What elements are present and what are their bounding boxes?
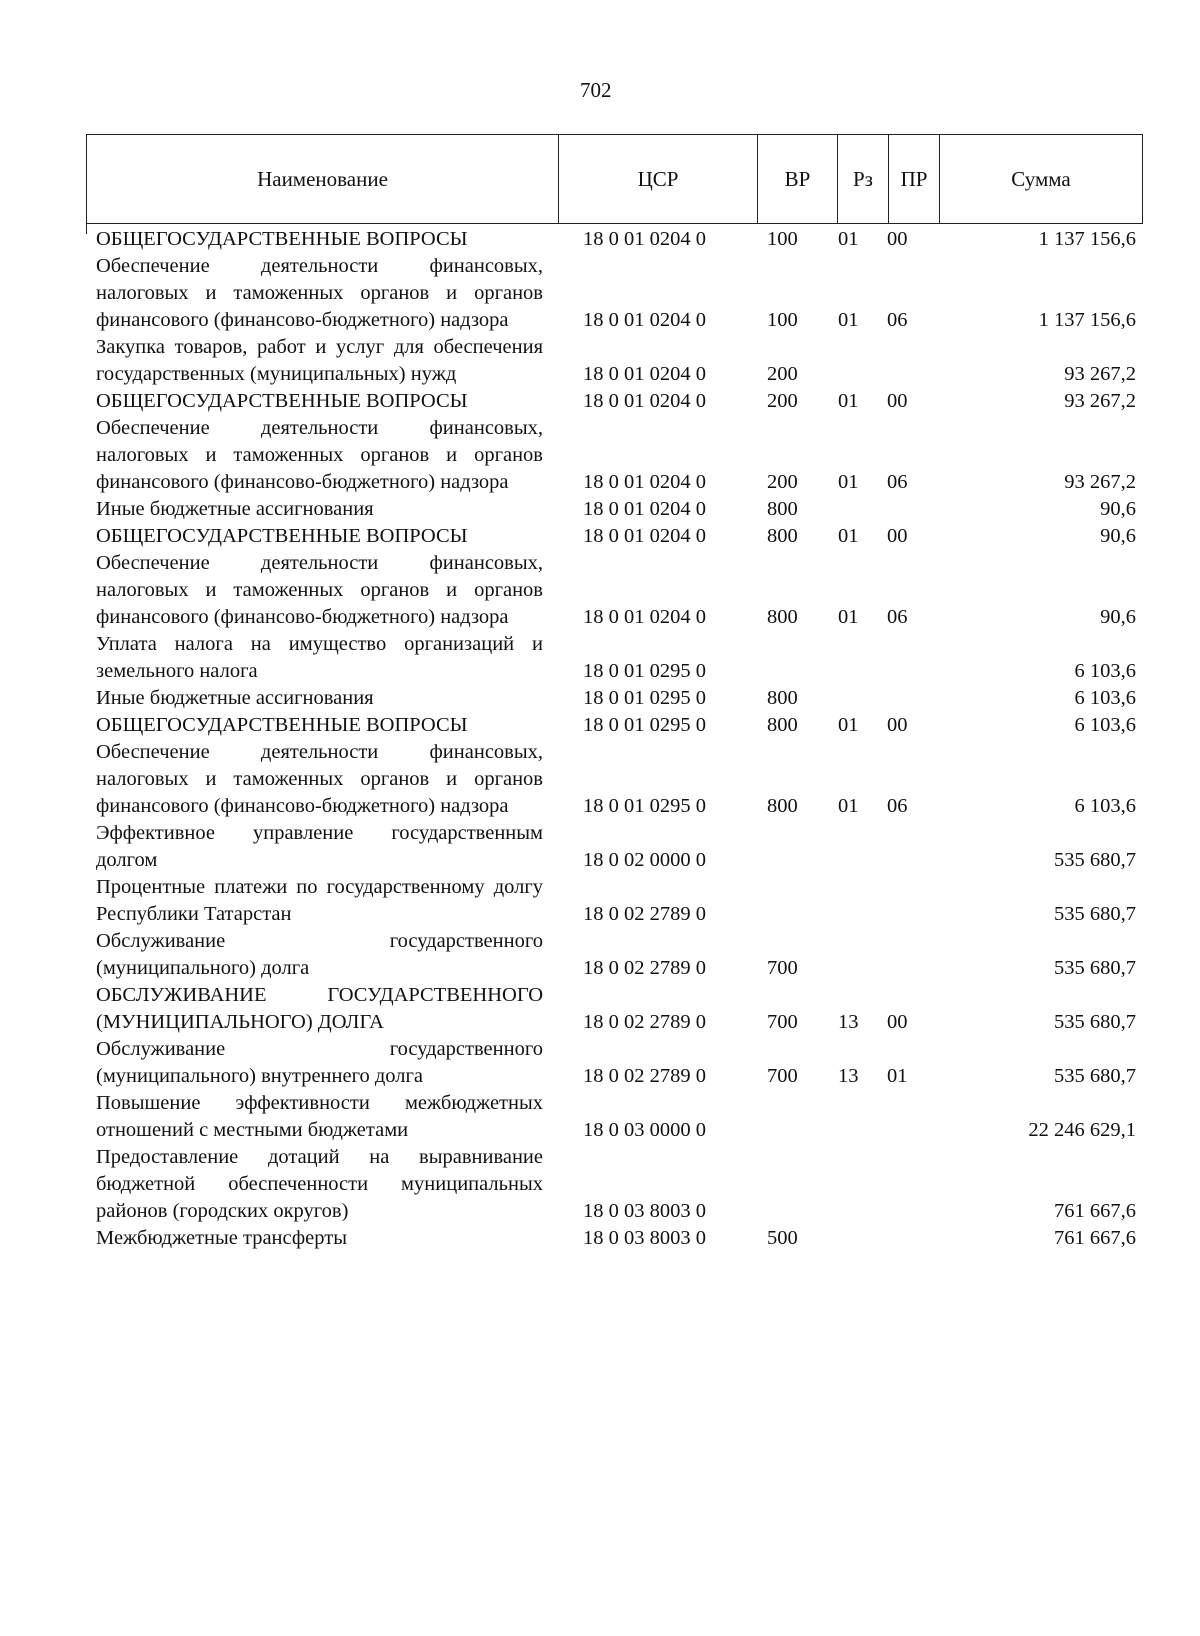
row-name: Обеспечение деятельности финансовых, налоговых и таможенных органов и органов финансового (финансово-бюджетного) надзора: [96, 255, 543, 331]
row-vr: 100: [767, 228, 798, 250]
row-pr: 06: [887, 606, 908, 628]
table-row: [96, 253, 1136, 334]
row-pr: 00: [887, 228, 908, 250]
row-csr: 18 0 01 0295 0: [583, 687, 706, 709]
row-csr: 18 0 02 2789 0: [583, 1065, 706, 1087]
row-vr: 700: [767, 1065, 798, 1087]
row-name: Обеспечение деятельности финансовых, налоговых и таможенных органов и органов финансового (финансово-бюджетного) надзора: [96, 741, 543, 817]
row-pr: 00: [887, 390, 908, 412]
row-sum: 535 680,7: [1054, 1011, 1136, 1033]
row-csr: 18 0 01 0204 0: [583, 498, 706, 520]
row-rz: 01: [838, 471, 859, 493]
table-body: [96, 226, 1136, 1252]
row-sum: 93 267,2: [1064, 390, 1136, 412]
row-name: ОБЩЕГОСУДАРСТВЕННЫЕ ВОПРОСЫ: [96, 714, 468, 736]
row-rz: 01: [838, 228, 859, 250]
row-sum: 535 680,7: [1054, 903, 1136, 925]
row-csr: 18 0 01 0295 0: [583, 660, 706, 682]
row-sum: 90,6: [1100, 606, 1136, 628]
row-csr: 18 0 03 8003 0: [583, 1227, 706, 1249]
header-vr: ВР: [758, 135, 838, 223]
row-csr: 18 0 01 0295 0: [583, 714, 706, 736]
table-row: [96, 1090, 1136, 1144]
page-number: 702: [580, 78, 612, 102]
row-pr: 06: [887, 309, 908, 331]
table-header: [86, 134, 1143, 224]
row-csr: 18 0 02 0000 0: [583, 849, 706, 871]
row-pr: 06: [887, 471, 908, 493]
row-rz: 13: [838, 1065, 859, 1087]
row-sum: 90,6: [1100, 498, 1136, 520]
row-vr: 800: [767, 714, 798, 736]
row-csr: 18 0 02 2789 0: [583, 1011, 706, 1033]
row-name: ОБЩЕГОСУДАРСТВЕННЫЕ ВОПРОСЫ: [96, 390, 468, 412]
row-rz: 01: [838, 390, 859, 412]
table-row: [96, 226, 1136, 253]
row-name: Иные бюджетные ассигнования: [96, 498, 374, 520]
row-name: Обеспечение деятельности финансовых, налоговых и таможенных органов и органов финансового (финансово-бюджетного) надзора: [96, 417, 543, 493]
row-name: Эффективное управление государственным долгом: [96, 822, 543, 871]
row-name: Закупка товаров, работ и услуг для обеспечения государственных (муниципальных) нужд: [96, 336, 543, 385]
row-sum: 90,6: [1100, 525, 1136, 547]
row-csr: 18 0 01 0204 0: [583, 390, 706, 412]
row-sum: 22 246 629,1: [1028, 1119, 1136, 1141]
table-row: [96, 496, 1136, 523]
row-rz: 01: [838, 714, 859, 736]
row-csr: 18 0 01 0204 0: [583, 525, 706, 547]
header-sum: Сумма: [1011, 166, 1071, 191]
row-name: ОБЩЕГОСУДАРСТВЕННЫЕ ВОПРОСЫ: [96, 228, 468, 250]
row-rz: 01: [838, 309, 859, 331]
table-row: [96, 685, 1136, 712]
row-pr: 00: [887, 1011, 908, 1033]
row-name: Предоставление дотаций на выравнивание бюджетной обеспеченности муниципальных районов (городских округов): [96, 1146, 543, 1222]
row-name: Уплата налога на имущество организаций и земельного налога: [96, 633, 543, 682]
row-rz: 01: [838, 795, 859, 817]
row-vr: 500: [767, 1227, 798, 1249]
table-row: [96, 388, 1136, 415]
table-row: [96, 631, 1136, 685]
row-vr: 800: [767, 687, 798, 709]
table-row: [96, 1036, 1136, 1090]
row-pr: 06: [887, 795, 908, 817]
row-pr: 00: [887, 714, 908, 736]
row-name: Обеспечение деятельности финансовых, налоговых и таможенных органов и органов финансового (финансово-бюджетного) надзора: [96, 552, 543, 628]
row-sum: 535 680,7: [1054, 957, 1136, 979]
row-sum: 1 137 156,6: [1038, 228, 1136, 250]
table-row: [96, 415, 1136, 496]
row-name: ОБЩЕГОСУДАРСТВЕННЫЕ ВОПРОСЫ: [96, 525, 468, 547]
row-vr: 200: [767, 390, 798, 412]
row-sum: 6 103,6: [1074, 795, 1136, 817]
table-row: [96, 874, 1136, 928]
row-csr: 18 0 01 0204 0: [583, 363, 706, 385]
row-rz: 01: [838, 525, 859, 547]
row-sum: 6 103,6: [1074, 687, 1136, 709]
row-name: Иные бюджетные ассигнования: [96, 687, 374, 709]
table-row: [96, 334, 1136, 388]
header-csr: ЦСР: [559, 135, 758, 223]
table-row: [96, 820, 1136, 874]
row-vr: 800: [767, 525, 798, 547]
row-vr: 100: [767, 309, 798, 331]
row-csr: 18 0 02 2789 0: [583, 903, 706, 925]
header-rz: Рз: [838, 135, 889, 223]
row-name: Процентные платежи по государственному долгу Республики Татарстан: [96, 876, 543, 925]
row-sum: 761 667,6: [1054, 1227, 1136, 1249]
row-csr: 18 0 02 2789 0: [583, 957, 706, 979]
row-csr: 18 0 01 0204 0: [583, 309, 706, 331]
row-sum: 93 267,2: [1064, 363, 1136, 385]
row-csr: 18 0 01 0204 0: [583, 606, 706, 628]
table-row: [96, 739, 1136, 820]
row-pr: 01: [887, 1065, 908, 1087]
header-pr: ПР: [889, 135, 940, 223]
row-sum: 6 103,6: [1074, 660, 1136, 682]
row-csr: 18 0 01 0295 0: [583, 795, 706, 817]
table-row: [96, 1225, 1136, 1252]
row-sum: 535 680,7: [1054, 1065, 1136, 1087]
row-sum: 1 137 156,6: [1038, 309, 1136, 331]
row-sum: 6 103,6: [1074, 714, 1136, 736]
row-name: Обслуживание государственного (муниципального) долга: [96, 930, 543, 979]
row-vr: 700: [767, 1011, 798, 1033]
table-row: [96, 550, 1136, 631]
table-row: [96, 712, 1136, 739]
table-row: [96, 928, 1136, 982]
table-row: [96, 1144, 1136, 1225]
row-csr: 18 0 01 0204 0: [583, 228, 706, 250]
row-vr: 800: [767, 795, 798, 817]
row-sum: 93 267,2: [1064, 471, 1136, 493]
row-csr: 18 0 03 8003 0: [583, 1200, 706, 1222]
row-sum: 761 667,6: [1054, 1200, 1136, 1222]
row-sum: 535 680,7: [1054, 849, 1136, 871]
row-rz: 13: [838, 1011, 859, 1033]
table-row: [96, 523, 1136, 550]
row-rz: 01: [838, 606, 859, 628]
header-name: Наименование: [87, 135, 559, 223]
row-csr: 18 0 03 0000 0: [583, 1119, 706, 1141]
row-csr: 18 0 01 0204 0: [583, 471, 706, 493]
row-name: Межбюджетные трансферты: [96, 1227, 347, 1249]
row-vr: 200: [767, 471, 798, 493]
row-name: ОБСЛУЖИВАНИЕ ГОСУДАРСТВЕННОГО (МУНИЦИПАЛЬНОГО) ДОЛГА: [96, 984, 543, 1033]
row-vr: 800: [767, 606, 798, 628]
table-left-border: [86, 222, 87, 234]
row-vr: 800: [767, 498, 798, 520]
row-pr: 00: [887, 525, 908, 547]
row-name: Обслуживание государственного (муниципального) внутреннего долга: [96, 1038, 543, 1087]
table-row: [96, 982, 1136, 1036]
row-vr: 200: [767, 363, 798, 385]
row-vr: 700: [767, 957, 798, 979]
row-name: Повышение эффективности межбюджетных отношений с местными бюджетами: [96, 1092, 543, 1141]
